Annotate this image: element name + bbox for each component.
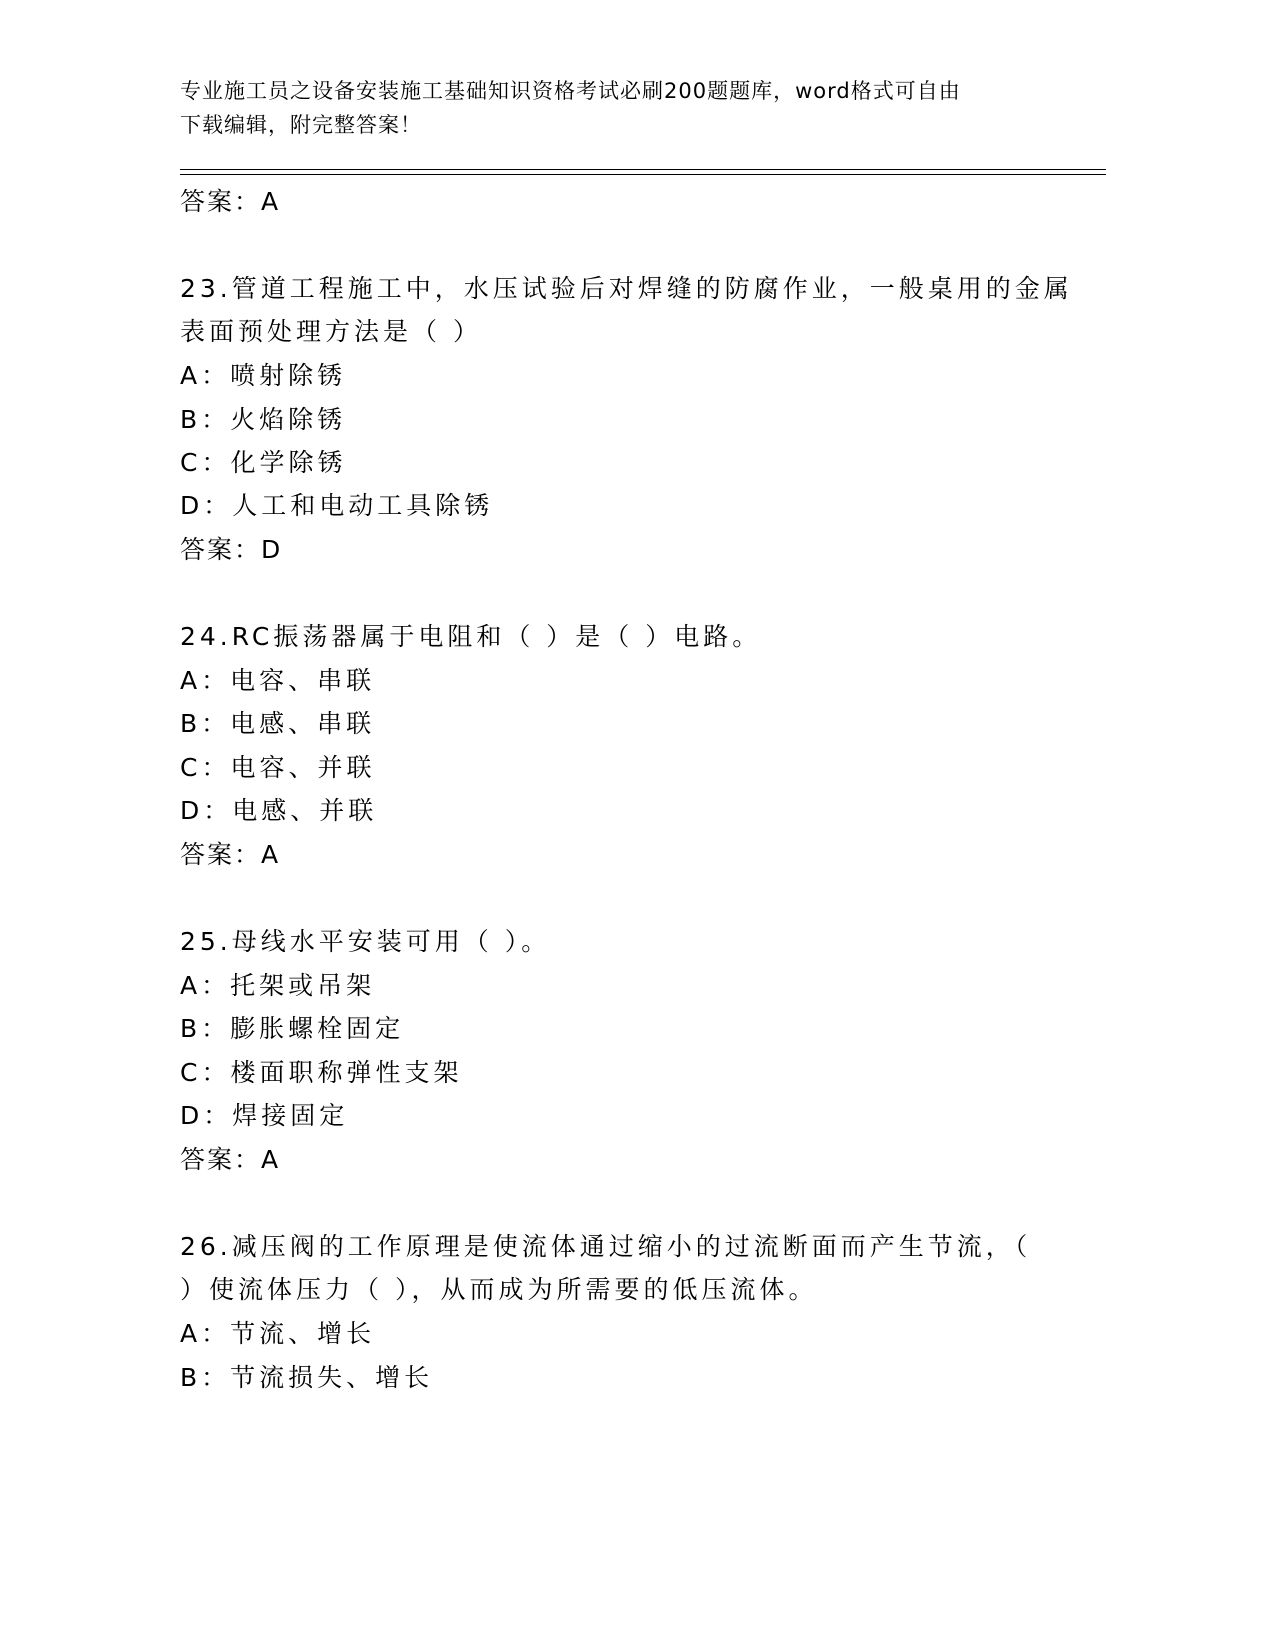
question-24-option-d: D：电感、并联 <box>180 796 378 825</box>
header-line-2: 下载编辑，附完整答案！ <box>180 113 422 137</box>
question-24-option-c: C：电容、并联 <box>180 753 376 782</box>
question-24-option-b: B：电感、串联 <box>180 709 376 738</box>
question-23-answer: 答案：D <box>180 535 283 564</box>
question-26-option-b: B：节流损失、增长 <box>180 1363 434 1392</box>
question-26-stem-1: 26.减压阀的工作原理是使流体通过缩小的过流断面而产生节流，（ <box>180 1232 1032 1261</box>
question-25-answer: 答案：A <box>180 1145 281 1174</box>
question-25-stem-1: 25.母线水平安装可用（ ）。 <box>180 927 551 956</box>
question-25-option-b: B：膨胀螺栓固定 <box>180 1014 405 1043</box>
question-26-option-a: A：节流、增长 <box>180 1319 376 1348</box>
answer-22: 答案：A <box>180 187 281 216</box>
question-23-option-d: D：人工和电动工具除锈 <box>180 491 494 520</box>
header-line-1: 专业施工员之设备安装施工基础知识资格考试必刷200题题库，word格式可自由 <box>180 79 961 103</box>
question-23-option-b: B：火焰除锈 <box>180 405 347 434</box>
question-23-stem-1: 23.管道工程施工中，水压试验后对焊缝的防腐作业，一般桌用的金属 <box>180 274 1073 303</box>
question-25-option-c: C：楼面职称弹性支架 <box>180 1058 463 1087</box>
question-24-answer: 答案：A <box>180 840 281 869</box>
question-23-stem-2: 表面预处理方法是（ ） <box>180 317 482 346</box>
header-rule-top <box>180 169 1106 170</box>
header-rule-bottom <box>180 174 1106 175</box>
question-26-stem-2: ）使流体压力（ ），从而成为所需要的低压流体。 <box>180 1275 818 1304</box>
document-header <box>180 74 1060 142</box>
question-25-option-d: D：焊接固定 <box>180 1101 349 1130</box>
question-23-option-a: A：喷射除锈 <box>180 361 347 390</box>
question-24-option-a: A：电容、串联 <box>180 666 376 695</box>
question-24-stem-1: 24.RC振荡器属于电阻和（ ）是（ ）电路。 <box>180 622 762 651</box>
question-25-option-a: A：托架或吊架 <box>180 971 376 1000</box>
question-23-option-c: C：化学除锈 <box>180 448 347 477</box>
